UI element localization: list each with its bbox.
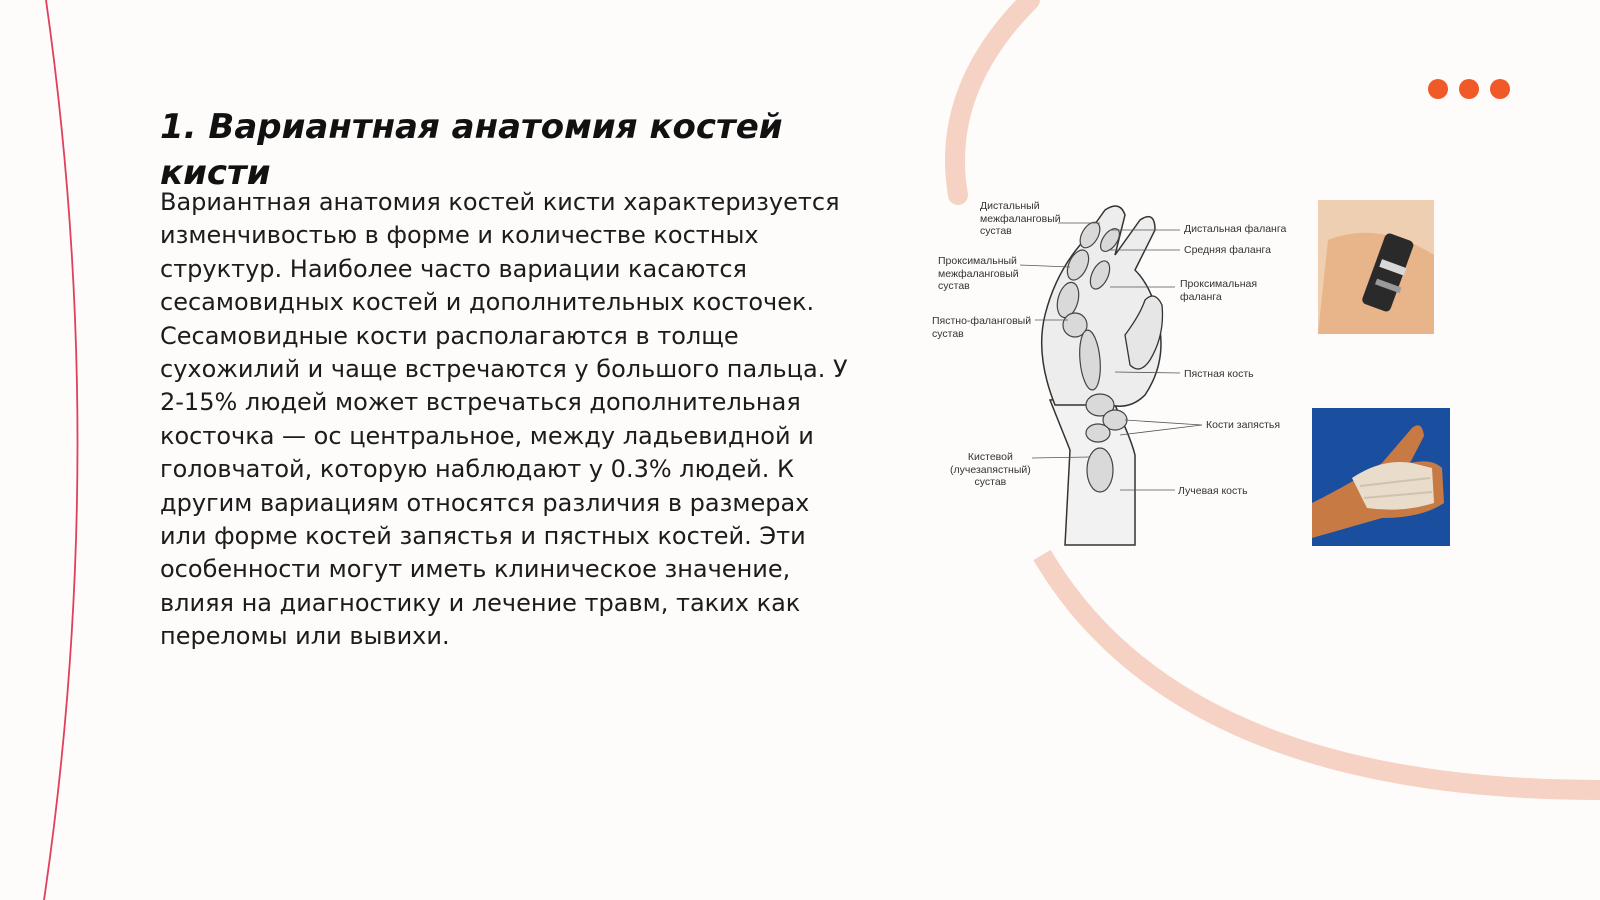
dot-2 — [1459, 79, 1479, 99]
label-wrist-joint: Кистевой (лучезапястный) сустав — [950, 451, 1031, 488]
dot-3 — [1490, 79, 1510, 99]
left-border-curve — [44, 0, 78, 900]
decorative-arc — [955, 0, 1030, 195]
wrist-brace-image — [1318, 200, 1434, 334]
dot-1 — [1428, 79, 1448, 99]
label-mcp-joint: Пястно-фаланговый сустав — [932, 315, 1032, 340]
label-metacarpal: Пястная кость — [1184, 368, 1254, 380]
label-distal-ip-joint: Дистальный межфаланговый сустав — [980, 200, 1061, 237]
hand-anatomy-figure — [932, 195, 1460, 555]
slide-title: 1. Вариантная анатомия костей кисти — [160, 107, 783, 193]
decorative-arc-lower — [1042, 555, 1600, 790]
label-middle-phalanx: Средняя фаланга — [1184, 244, 1271, 256]
label-proximal-phalanx: Проксимальная фаланга — [1180, 278, 1258, 303]
label-distal-phalanx: Дистальная фаланга — [1184, 223, 1287, 235]
menu-dots-icon — [1428, 79, 1510, 99]
label-proximal-ip-joint: Проксимальный межфаланговый сустав — [938, 255, 1019, 292]
taped-wrist-photo — [1312, 408, 1450, 546]
wrist-brace-photo — [1318, 200, 1434, 334]
label-radius: Лучевая кость — [1178, 485, 1248, 497]
slide-body-text: Вариантная анатомия костей кисти характеризуется изменчивостью в форме и количестве костных структур. Наиболее часто вариации касаются сесамовидных костей и дополнительных косточек. Сесамовидные кости располагаются в толще сухожилий и чаще встречаются у большого пальца. У 2-15% людей может встречаться дополнительная косточка — ос центральное, между ладьевидной и головчатой, которую наблюдают у 0.3% людей. К другим вариациям относятся различия в размерах или форме костей запястья и пястных костей. Эти особенности могут иметь клиническое значение, влияя на диагностику и лечение травм, таких как переломы или вывихи. — [160, 188, 848, 651]
label-carpal-bones: Кости запястья — [1206, 419, 1281, 431]
taped-wrist-image — [1312, 408, 1450, 546]
